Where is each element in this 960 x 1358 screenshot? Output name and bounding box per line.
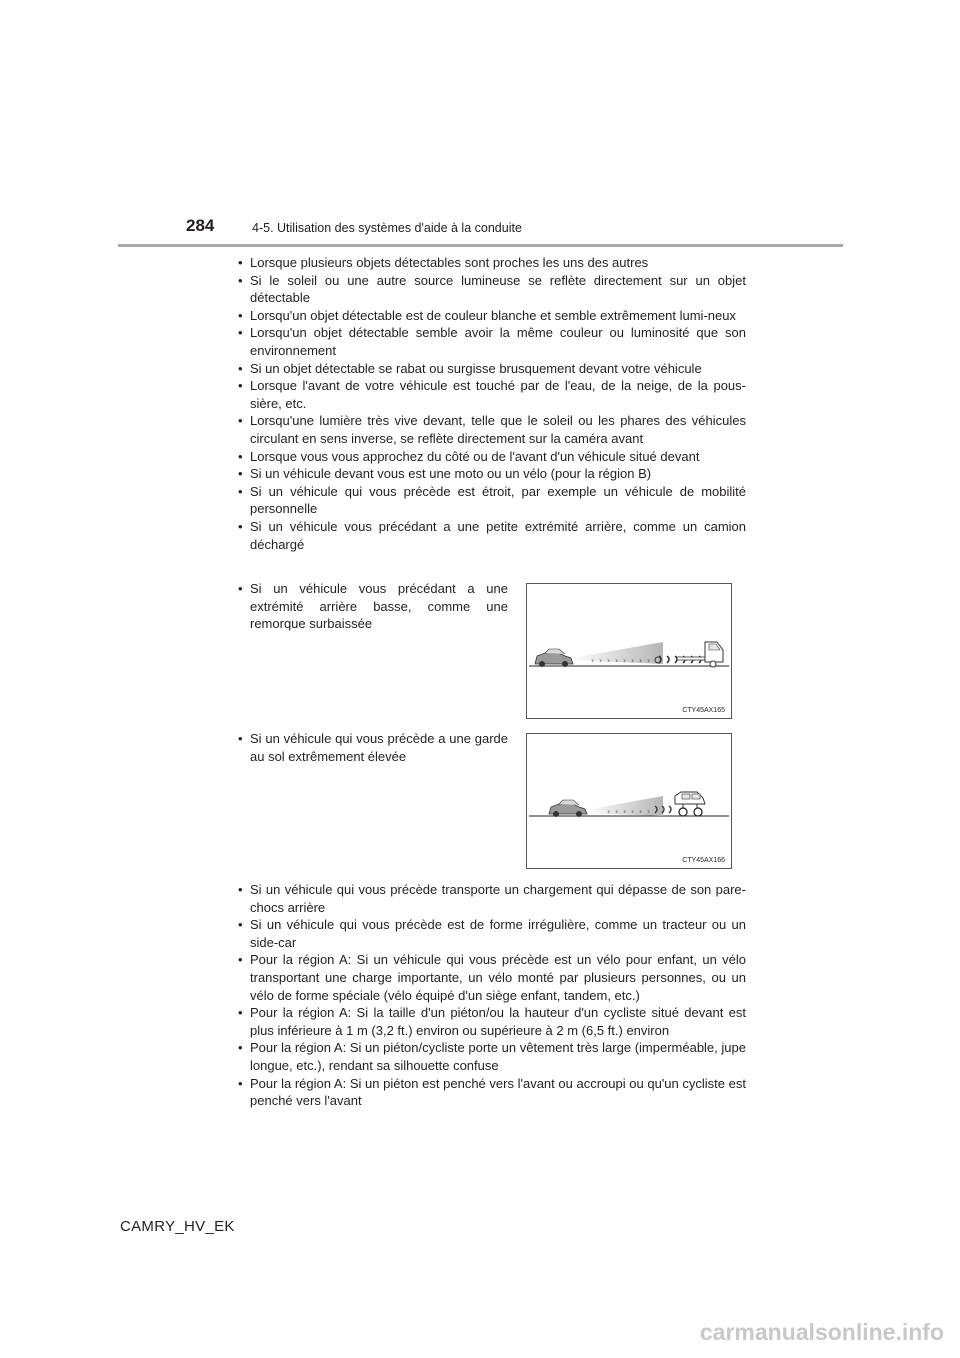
list-item: • Lorsque vous vous approchez du côté ou de l'avant d'un véhicule situé devant <box>238 448 746 466</box>
svg-text:›: › <box>615 807 619 816</box>
list-item: • Lorsque plusieurs objets détectables sont proches les uns des autres <box>238 254 746 272</box>
list-item: • Si un véhicule qui vous précède est de forme irrégulière, comme un tracteur ou un side-car <box>238 916 746 951</box>
list-item: • Pour la région A: Si un piéton/cycliste porte un vêtement très large (imperméable, jupe longue, etc.), rendant sa silhouette confuse <box>238 1039 746 1074</box>
list-item: • Si un véhicule vous précédant a une petite extrémité arrière, comme un camion déchargé <box>238 518 746 553</box>
list-item: • Lorsqu'un objet détectable semble avoir la même couleur ou luminosité que son environnement <box>238 324 746 359</box>
figure-high-clearance <box>526 733 732 869</box>
section-title: 4-5. Utilisation des systèmes d'aide à la conduite <box>252 221 522 235</box>
page-number: 284 <box>186 216 215 235</box>
svg-text:›: › <box>607 807 611 816</box>
header-rule <box>118 244 843 247</box>
list-item: • Si un véhicule devant vous est une moto ou un vélo (pour la région B) <box>238 465 746 483</box>
figure-low-rear-trailer <box>526 583 732 719</box>
svg-text:›: › <box>607 656 611 665</box>
car-following-truck-icon <box>527 584 731 718</box>
svg-text:›: › <box>631 656 635 665</box>
list-item: • Si un véhicule qui vous précède transporte un chargement qui dépasse de son pare-chocs arrière <box>238 881 746 916</box>
svg-text:›: › <box>647 656 651 665</box>
car-following-high-vehicle-icon <box>527 734 731 868</box>
svg-text:›: › <box>623 656 627 665</box>
bullet-list-bottom <box>238 881 746 1110</box>
list-item: • Lorsqu'une lumière très vive devant, telle que le soleil ou les phares des véhicules circulant en sens inverse, se reflète directement sur la caméra avant <box>238 412 746 447</box>
list-item: • Si un véhicule qui vous précède est étroit, par exemple un véhicule de mobilité personnelle <box>238 483 746 518</box>
svg-text:›: › <box>599 656 603 665</box>
list-item-low-rear-trailer: • Si un véhicule vous précédant a une extrémité arrière basse, comme une remorque surbaissée <box>238 580 508 633</box>
list-item-high-clearance: • Si un véhicule qui vous précède a une garde au sol extrêmement élevée <box>238 730 508 765</box>
list-item: • Pour la région A: Si un véhicule qui vous précède est un vélo pour enfant, un vélo transportant une charge importante, un vélo monté par plusieurs personnes, ou un vélo de forme spéciale (vélo équipé d'un siège enfant, tandem, etc.) <box>238 951 746 1004</box>
list-item: • Lorsque l'avant de votre véhicule est touché par de l'eau, de la neige, de la pous-sière, etc. <box>238 377 746 412</box>
list-item: • Si le soleil ou une autre source lumineuse se reflète directement sur un objet détectable <box>238 272 746 307</box>
list-item: • Pour la région A: Si la taille d'un piéton/ou la hauteur d'un cycliste situé devant est plus inférieure à 1 m (3,2 ft.) environ ou supérieure à 2 m (6,5 ft.) environ <box>238 1004 746 1039</box>
bullet-list-top <box>238 254 746 553</box>
svg-text:›: › <box>639 807 643 816</box>
list-item: • Si un objet détectable se rabat ou surgisse brusquement devant votre véhicule <box>238 360 746 378</box>
watermark: carmanualsonline.info <box>699 1319 944 1345</box>
svg-text:›: › <box>623 807 627 816</box>
figure-code: CTY45AX165 <box>682 707 725 714</box>
svg-text:›: › <box>631 807 635 816</box>
svg-text:›: › <box>591 656 595 665</box>
footer-model: CAMRY_HV_EK <box>120 1218 235 1235</box>
list-item: • Lorsqu'un objet détectable est de couleur blanche et semble extrêmement lumi-neux <box>238 307 746 325</box>
svg-text:›: › <box>615 656 619 665</box>
svg-text:›: › <box>647 807 651 816</box>
list-item: • Pour la région A: Si un piéton est penché vers l'avant ou accroupi ou qu'un cycliste est penché vers l'avant <box>238 1075 746 1110</box>
svg-text:›: › <box>639 656 643 665</box>
figure-code: CTY45AX166 <box>682 857 725 864</box>
